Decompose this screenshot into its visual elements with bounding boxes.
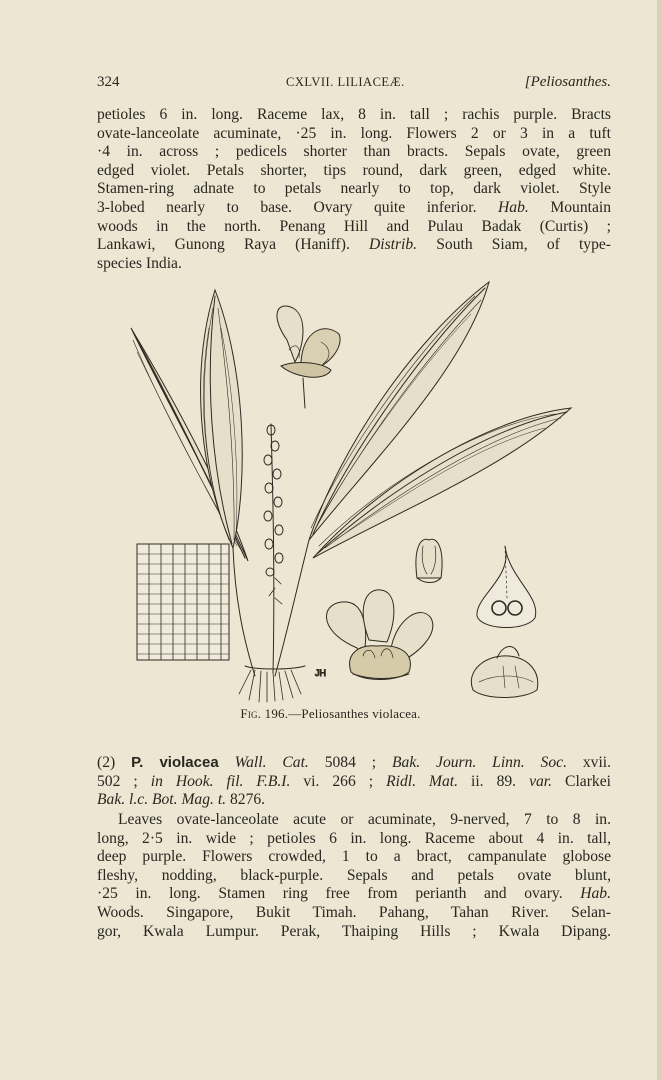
- text-line: petioles 6 in. long. Raceme lax, 8 in. tall ; rachis purple. Bracts: [97, 106, 611, 123]
- text-line: Leaves ovate-lanceolate acute or acuminate, 9-nerved, 7 to 8 in.: [118, 811, 611, 828]
- text-line: ·4 in. across ; pedicels shorter than bracts. Sepals ovate, green: [97, 143, 611, 161]
- stamen-detail: [416, 539, 442, 582]
- text-line: Stamen-ring adnate to petals nearly to top, dark violet. Style: [97, 180, 611, 198]
- species-name: P. violacea: [131, 754, 219, 771]
- flower-detail-top: [277, 306, 340, 408]
- habitat-label: Hab.: [498, 198, 529, 216]
- text-line: 502 ; in Hook. fil. F.B.I. vi. 266 ; Ridl. Mat. ii. 89. var. Clarkei: [97, 772, 611, 790]
- species-citation: [97, 754, 611, 810]
- description-paragraph: [97, 106, 611, 273]
- flower-detail-bottom: [471, 646, 537, 697]
- figure-caption: Fig. 196.—Peliosanthes violacea.: [240, 706, 421, 721]
- raceme: [264, 424, 283, 673]
- running-header: [97, 74, 611, 98]
- artist-initials: JH: [315, 668, 326, 678]
- text-line: Bak. l.c. Bot. Mag. t. 8276.: [97, 791, 266, 809]
- botanical-illustration: [125, 278, 585, 703]
- text-line: woods in the north. Penang Hill and Pulau Badak (Curtis) ;: [97, 217, 611, 235]
- species-description: [97, 811, 611, 941]
- text-line: species India.: [97, 254, 182, 272]
- text-line: (2) P. violacea Wall. Cat. 5084 ; Bak. Journ. Linn. Soc. xvii.: [97, 754, 611, 771]
- text-line: fleshy, nodding, black-purple. Sepals and petals ovate blunt,: [97, 866, 611, 884]
- text-line: long, 2·5 in. wide ; petioles 6 in. long. Raceme about 4 in. tall,: [97, 829, 611, 847]
- text-line: Woods. Singapore, Bukit Timah. Pahang, Tahan River. Selan-: [97, 903, 611, 921]
- text-line: Lankawi, Gunong Raya (Haniff). Distrib. South Siam, of type-: [97, 236, 611, 254]
- running-title: [Peliosanthes.: [524, 74, 611, 90]
- open-flower: [315, 590, 433, 680]
- section-title: CXLVII. LILIACEÆ.: [286, 75, 405, 89]
- venation-detail: [137, 544, 229, 660]
- ovary-detail: [477, 546, 536, 628]
- text-line: ovate-lanceolate acuminate, ·25 in. long. Flowers 2 or 3 in a tuft: [97, 124, 611, 142]
- text-line: gor, Kwala Lumpur. Perak, Thaiping Hills ; Kwala Dipang.: [97, 922, 611, 940]
- text-line: 3-lobed nearly to base. Ovary quite inferior. Hab. Mountain: [97, 198, 611, 216]
- text-line: ·25 in. long. Stamen ring free from perianth and ovary. Hab.: [97, 885, 611, 903]
- roots: [239, 666, 305, 702]
- distribution-label: Distrib.: [368, 236, 418, 254]
- page-number: 324: [97, 74, 120, 90]
- text-line: deep purple. Flowers crowded, 1 to a bract, campanulate globose: [97, 848, 611, 866]
- text-line: edged violet. Petals shorter, tips round, dark green, edged white.: [97, 161, 611, 179]
- page-edge: [657, 0, 661, 1080]
- habitat-label: Hab.: [580, 885, 611, 903]
